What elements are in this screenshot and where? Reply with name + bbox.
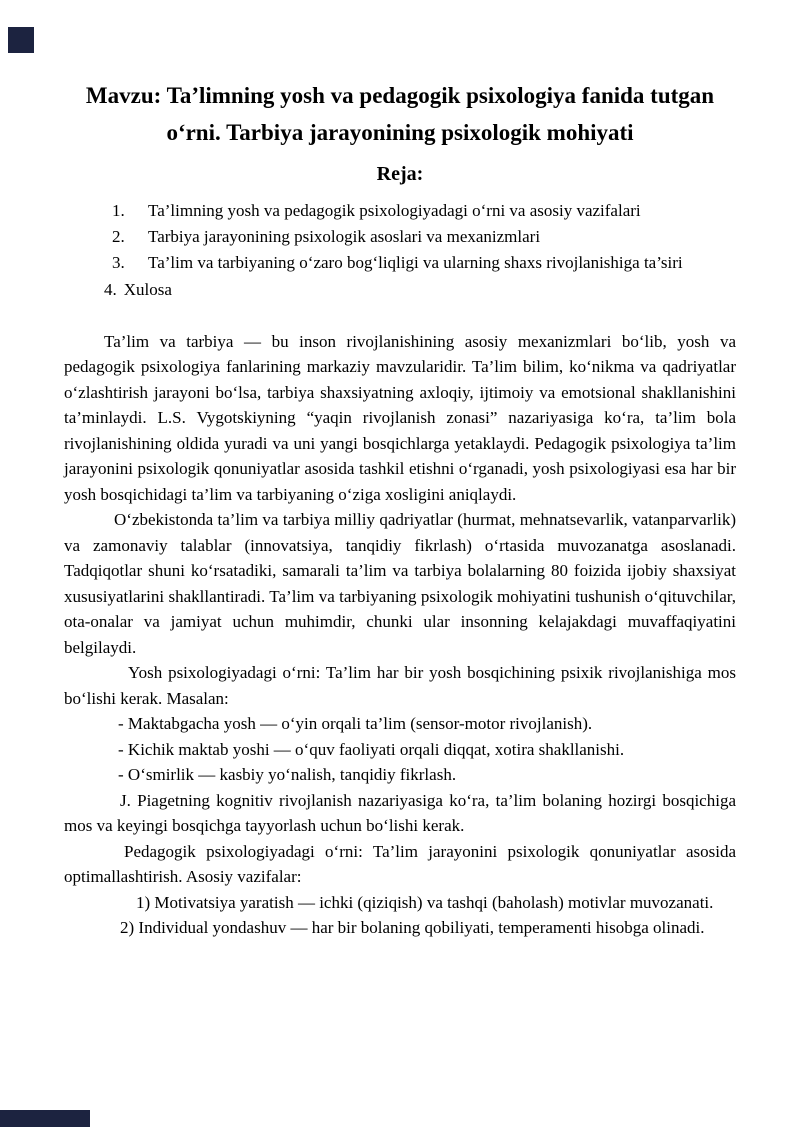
reja-item-number: 1. — [112, 200, 125, 220]
age-stage-item-2: - Kichik maktab yoshi — o‘quv faoliyati orqali diqqat, xotira shakllanishi. — [118, 739, 625, 759]
body-paragraph-7: 2) Individual yondashuv — har bir bolaning qobiliyati, temperamenti hisobga olinadi. — [120, 918, 705, 938]
reja-item-text: Xulosa — [123, 279, 172, 299]
reja-item-number: 3. — [112, 253, 125, 273]
body-paragraph-5: Pedagogik psixologiyadagi o‘rni: Ta’lim jarayonini psixologik qonuniyatlar asosida optimallashtirish. Asosiy vazifalar: — [64, 841, 736, 887]
age-stage-item-1: - Maktabgacha yosh — o‘yin orqali ta’lim (sensor-motor rivojlanish). — [118, 714, 593, 734]
reja-item-number: 4. — [104, 279, 117, 299]
reja-item-text: Ta’limning yosh va pedagogik psixologiyadagi o‘rni va asosiy vazifalari — [148, 200, 641, 220]
reja-list — [64, 198, 736, 303]
body-paragraph-6: 1) Motivatsiya yaratish — ichki (qiziqish) va tashqi (baholash) motivlar muvozanati. — [136, 892, 714, 912]
page-corner-marker-bottom — [0, 1110, 90, 1127]
reja-item-3 — [64, 250, 736, 276]
reja-item-text: Ta’lim va tarbiyaning o‘zaro bog‘liqligi va ularning shaxs rivojlanishiga ta’siri — [148, 253, 683, 273]
body-paragraph-4: J. Piagetning kognitiv rivojlanish nazariyasiga ko‘ra, ta’lim bolaning hozirgi bosqichiga mos va keyingi bosqichga tayyorlash uchun bo‘lishi kerak. — [64, 790, 736, 836]
reja-item-text: Tarbiya jarayonining psixologik asoslari va mexanizmlari — [148, 226, 541, 246]
body-paragraph-2: O‘zbekistonda ta’lim va tarbiya milliy qadriyatlar (hurmat, mehnatsevarlik, vatanparvarlik) va zamonaviy talablar (innovatsiya, tanqidiy fikrlash) o‘rtasida muvozanatga asoslanadi. Tadqiqotlar shuni ko‘rsatadiki, samarali ta’lim va tarbiya bolalarning 80 foizida ijobiy shaxsiyat xususiyatlarini shakllantiradi. Ta’lim va tarbiyaning psixologik mohiyatini tushunish o‘qituvchilar, ota-onalar va jamiyat uchun muhimdir, chunki ular insonning kelajakdagi muvaffaqiyatini belgilaydi. — [64, 510, 736, 657]
page-corner-marker-top — [8, 27, 34, 53]
body-paragraph-3: Yosh psixologiyadagi o‘rni: Ta’lim har bir yosh bosqichining psixik rivojlanishiga mos bo‘lishi kerak. Masalan: — [64, 663, 736, 708]
reja-item-4 — [64, 277, 736, 303]
document-title: Mavzu: Ta’limning yosh va pedagogik psixologiya fanida tutgan o‘rni. Tarbiya jarayonining psixologik mohiyati — [85, 83, 715, 145]
reja-heading: Reja: — [376, 162, 424, 185]
reja-item-number: 2. — [112, 226, 125, 246]
body-paragraph-1: Ta’lim va tarbiya — bu inson rivojlanishining asosiy mexanizmlari bo‘lib, yosh va pedagogik psixologiya fanlarining markaziy mavzularidir. Ta’lim bilim, ko‘nikma va qadriyatlar o‘zlashtirish jarayoni bo‘lsa, tarbiya shaxsiyatning axloqiy, ijtimoiy va emotsional shakllanishini ta’minlaydi. L.S. Vygotskiyning “yaqin rivojlanish zonasi” nazariyasiga ko‘ra, ta’lim bola rivojlanishining oldida yuradi va uni yangi bosqichlarga yetaklaydi. Pedagogik psixologiya ta’lim jarayonini psixologik qonuniyatlar asosida tashkil etishni o‘rganadi, yosh psixologiyasi esa har bir yosh bosqichidagi ta’lim va tarbiyaning o‘ziga xosligini aniqlaydi. — [64, 331, 736, 504]
age-stages-list — [64, 711, 736, 788]
reja-item-2 — [64, 224, 736, 250]
age-stage-item-3: - O‘smirlik — kasbiy yo‘nalish, tanqidiy fikrlash. — [118, 765, 457, 785]
document-body — [64, 329, 736, 941]
reja-item-1 — [64, 198, 736, 224]
